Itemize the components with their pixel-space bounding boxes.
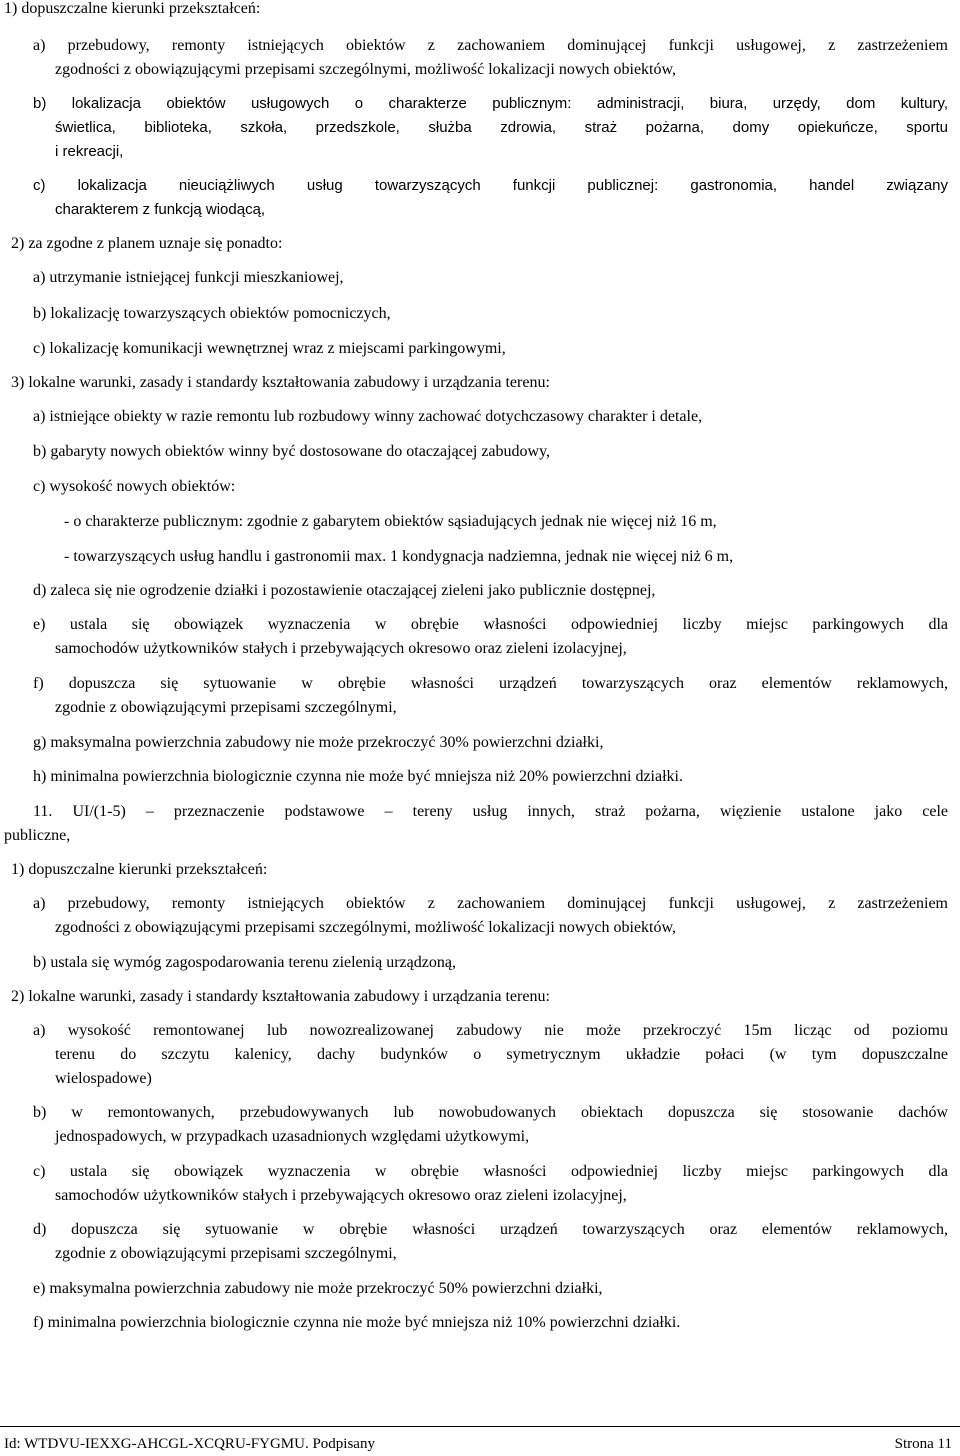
- compliance-item-c: c) lokalizację komunikacji wewnętrznej wraz z miejscami parkingowymi,: [33, 340, 506, 357]
- document-id-footer: Id: WTDVU-IEXXG-AHCGL-XCQRU-FYGMU. Podpisany: [4, 1436, 375, 1452]
- heading-directions-1: 1) dopuszczalne kierunki przekształceń:: [4, 0, 261, 17]
- conditions-item-f-line-1: f) dopuszcza się sytuowanie w obrębie własności urządzeń towarzyszących oraz elementów reklamowych,: [33, 675, 948, 692]
- conditions-item-g: g) maksymalna powierzchnia zabudowy nie może przekroczyć 30% powierzchni działki,: [33, 734, 604, 751]
- conditions-item-f-line-2: zgodnie z obowiązującymi przepisami szczególnymi,: [55, 699, 397, 716]
- height-sub-item-1: - o charakterze publicznym: zgodnie z gabarytem obiektów sąsiadujących jednak nie więcej niż 16 m,: [64, 513, 717, 530]
- section-11-cond-a-line-1: a) wysokość remontowanej lub nowozrealizowanej zabudowy nie może przekroczyć 15m licząc od poziomu: [33, 1022, 948, 1039]
- conditions-item-c: c) wysokość nowych obiektów:: [33, 478, 236, 495]
- item-a-line-2: zgodności z obowiązującymi przepisami szczególnymi, możliwość lokalizacji nowych obiektów,: [55, 61, 676, 78]
- section-11-cond-a-line-3: wielospadowe): [55, 1070, 152, 1087]
- section-11-item-a-line-1: a) przebudowy, remonty istniejących obiektów z zachowaniem dominującej funkcji usługowej, z zastrzeżeniem: [33, 895, 948, 912]
- item-c-line-1: c) lokalizacja nieuciążliwych usług towarzyszących funkcji publicznej: gastronomia, handel związany: [33, 177, 948, 194]
- section-11-cond-e: e) maksymalna powierzchnia zabudowy nie może przekroczyć 50% powierzchni działki,: [33, 1280, 603, 1297]
- section-11-heading-directions-1: 1) dopuszczalne kierunki przekształceń:: [11, 861, 268, 878]
- item-b-line-3: i rekreacji,: [55, 143, 124, 160]
- height-sub-item-2: - towarzyszących usług handlu i gastronomii max. 1 kondygnacja nadziemna, jednak nie więcej niż 6 m,: [64, 548, 734, 565]
- section-11-cond-f: f) minimalna powierzchnia biologicznie czynna nie może być mniejsza niż 10% powierzchni działki.: [33, 1314, 681, 1331]
- section-11-heading-conditions-2: 2) lokalne warunki, zasady i standardy kształtowania zabudowy i urządzania terenu:: [11, 988, 550, 1005]
- section-11-cond-a-line-2: terenu do szczytu kalenicy, dachy budynków o symetrycznym układzie połaci (w tym dopuszczalne: [55, 1046, 948, 1063]
- section-11-cond-c-line-1: c) ustala się obowiązek wyznaczenia w obrębie własności odpowiedniej liczby miejsc parkingowych dla: [33, 1163, 948, 1180]
- section-11-heading-line-2: publiczne,: [4, 827, 71, 844]
- item-c-line-2: charakterem z funkcją wiodącą,: [55, 201, 266, 218]
- section-11-cond-b-line-1: b) w remontowanych, przebudowywanych lub nowobudowanych obiektach dopuszcza się stosowanie dachów: [33, 1104, 948, 1121]
- conditions-item-b: b) gabaryty nowych obiektów winny być dostosowane do otaczającej zabudowy,: [33, 443, 551, 460]
- section-11-heading-line-1: 11. UI/(1-5) – przeznaczenie podstawowe – tereny usług innych, straż pożarna, więzienie ustalone jako cele: [33, 803, 948, 820]
- compliance-item-a: a) utrzymanie istniejącej funkcji mieszkaniowej,: [33, 269, 344, 286]
- item-b-line-2: świetlica, biblioteka, szkoła, przedszkole, służba zdrowia, straż pożarna, domy opiekuńcze, sportu: [55, 119, 948, 136]
- page-number: Strona 11: [894, 1436, 952, 1452]
- item-a-line-1: a) przebudowy, remonty istniejących obiektów z zachowaniem dominującej funkcji usługowej, z zastrzeżeniem: [33, 37, 948, 54]
- section-11-item-b: b) ustala się wymóg zagospodarowania terenu zielenią urządzoną,: [33, 954, 456, 971]
- section-11-item-a-line-2: zgodności z obowiązującymi przepisami szczególnymi, możliwość lokalizacji nowych obiektów,: [55, 919, 676, 936]
- section-11-cond-c-line-2: samochodów użytkowników stałych i przebywających okresowo oraz zieleni izolacyjnej,: [55, 1187, 627, 1204]
- heading-conditions-3: 3) lokalne warunki, zasady i standardy kształtowania zabudowy i urządzania terenu:: [11, 374, 550, 391]
- conditions-item-d: d) zaleca się nie ogrodzenie działki i pozostawienie otaczającej zieleni jako publicznie dostępnej,: [33, 582, 656, 599]
- footer-divider: [0, 1426, 960, 1427]
- item-b-line-1: b) lokalizacja obiektów usługowych o charakterze publicznym: administracji, biura, urzędy, dom kultury,: [33, 95, 948, 112]
- conditions-item-a: a) istniejące obiekty w razie remontu lub rozbudowy winny zachować dotychczasowy charakter i detale,: [33, 408, 703, 425]
- conditions-item-e-line-1: e) ustala się obowiązek wyznaczenia w obrębie własności odpowiedniej liczby miejsc parkingowych dla: [33, 616, 948, 633]
- compliance-item-b: b) lokalizację towarzyszących obiektów pomocniczych,: [33, 305, 391, 322]
- section-11-cond-d-line-1: d) dopuszcza się sytuowanie w obrębie własności urządzeń towarzyszących oraz elementów reklamowych,: [33, 1221, 948, 1238]
- section-11-cond-d-line-2: zgodnie z obowiązującymi przepisami szczególnymi,: [55, 1245, 397, 1262]
- section-11-cond-b-line-2: jednospadowych, w przypadkach uzasadnionych względami użytkowymi,: [55, 1128, 530, 1145]
- conditions-item-e-line-2: samochodów użytkowników stałych i przebywających okresowo oraz zieleni izolacyjnej,: [55, 640, 627, 657]
- heading-compliance-2: 2) za zgodne z planem uznaje się ponadto:: [11, 235, 283, 252]
- conditions-item-h: h) minimalna powierzchnia biologicznie czynna nie może być mniejsza niż 20% powierzchni działki.: [33, 768, 683, 785]
